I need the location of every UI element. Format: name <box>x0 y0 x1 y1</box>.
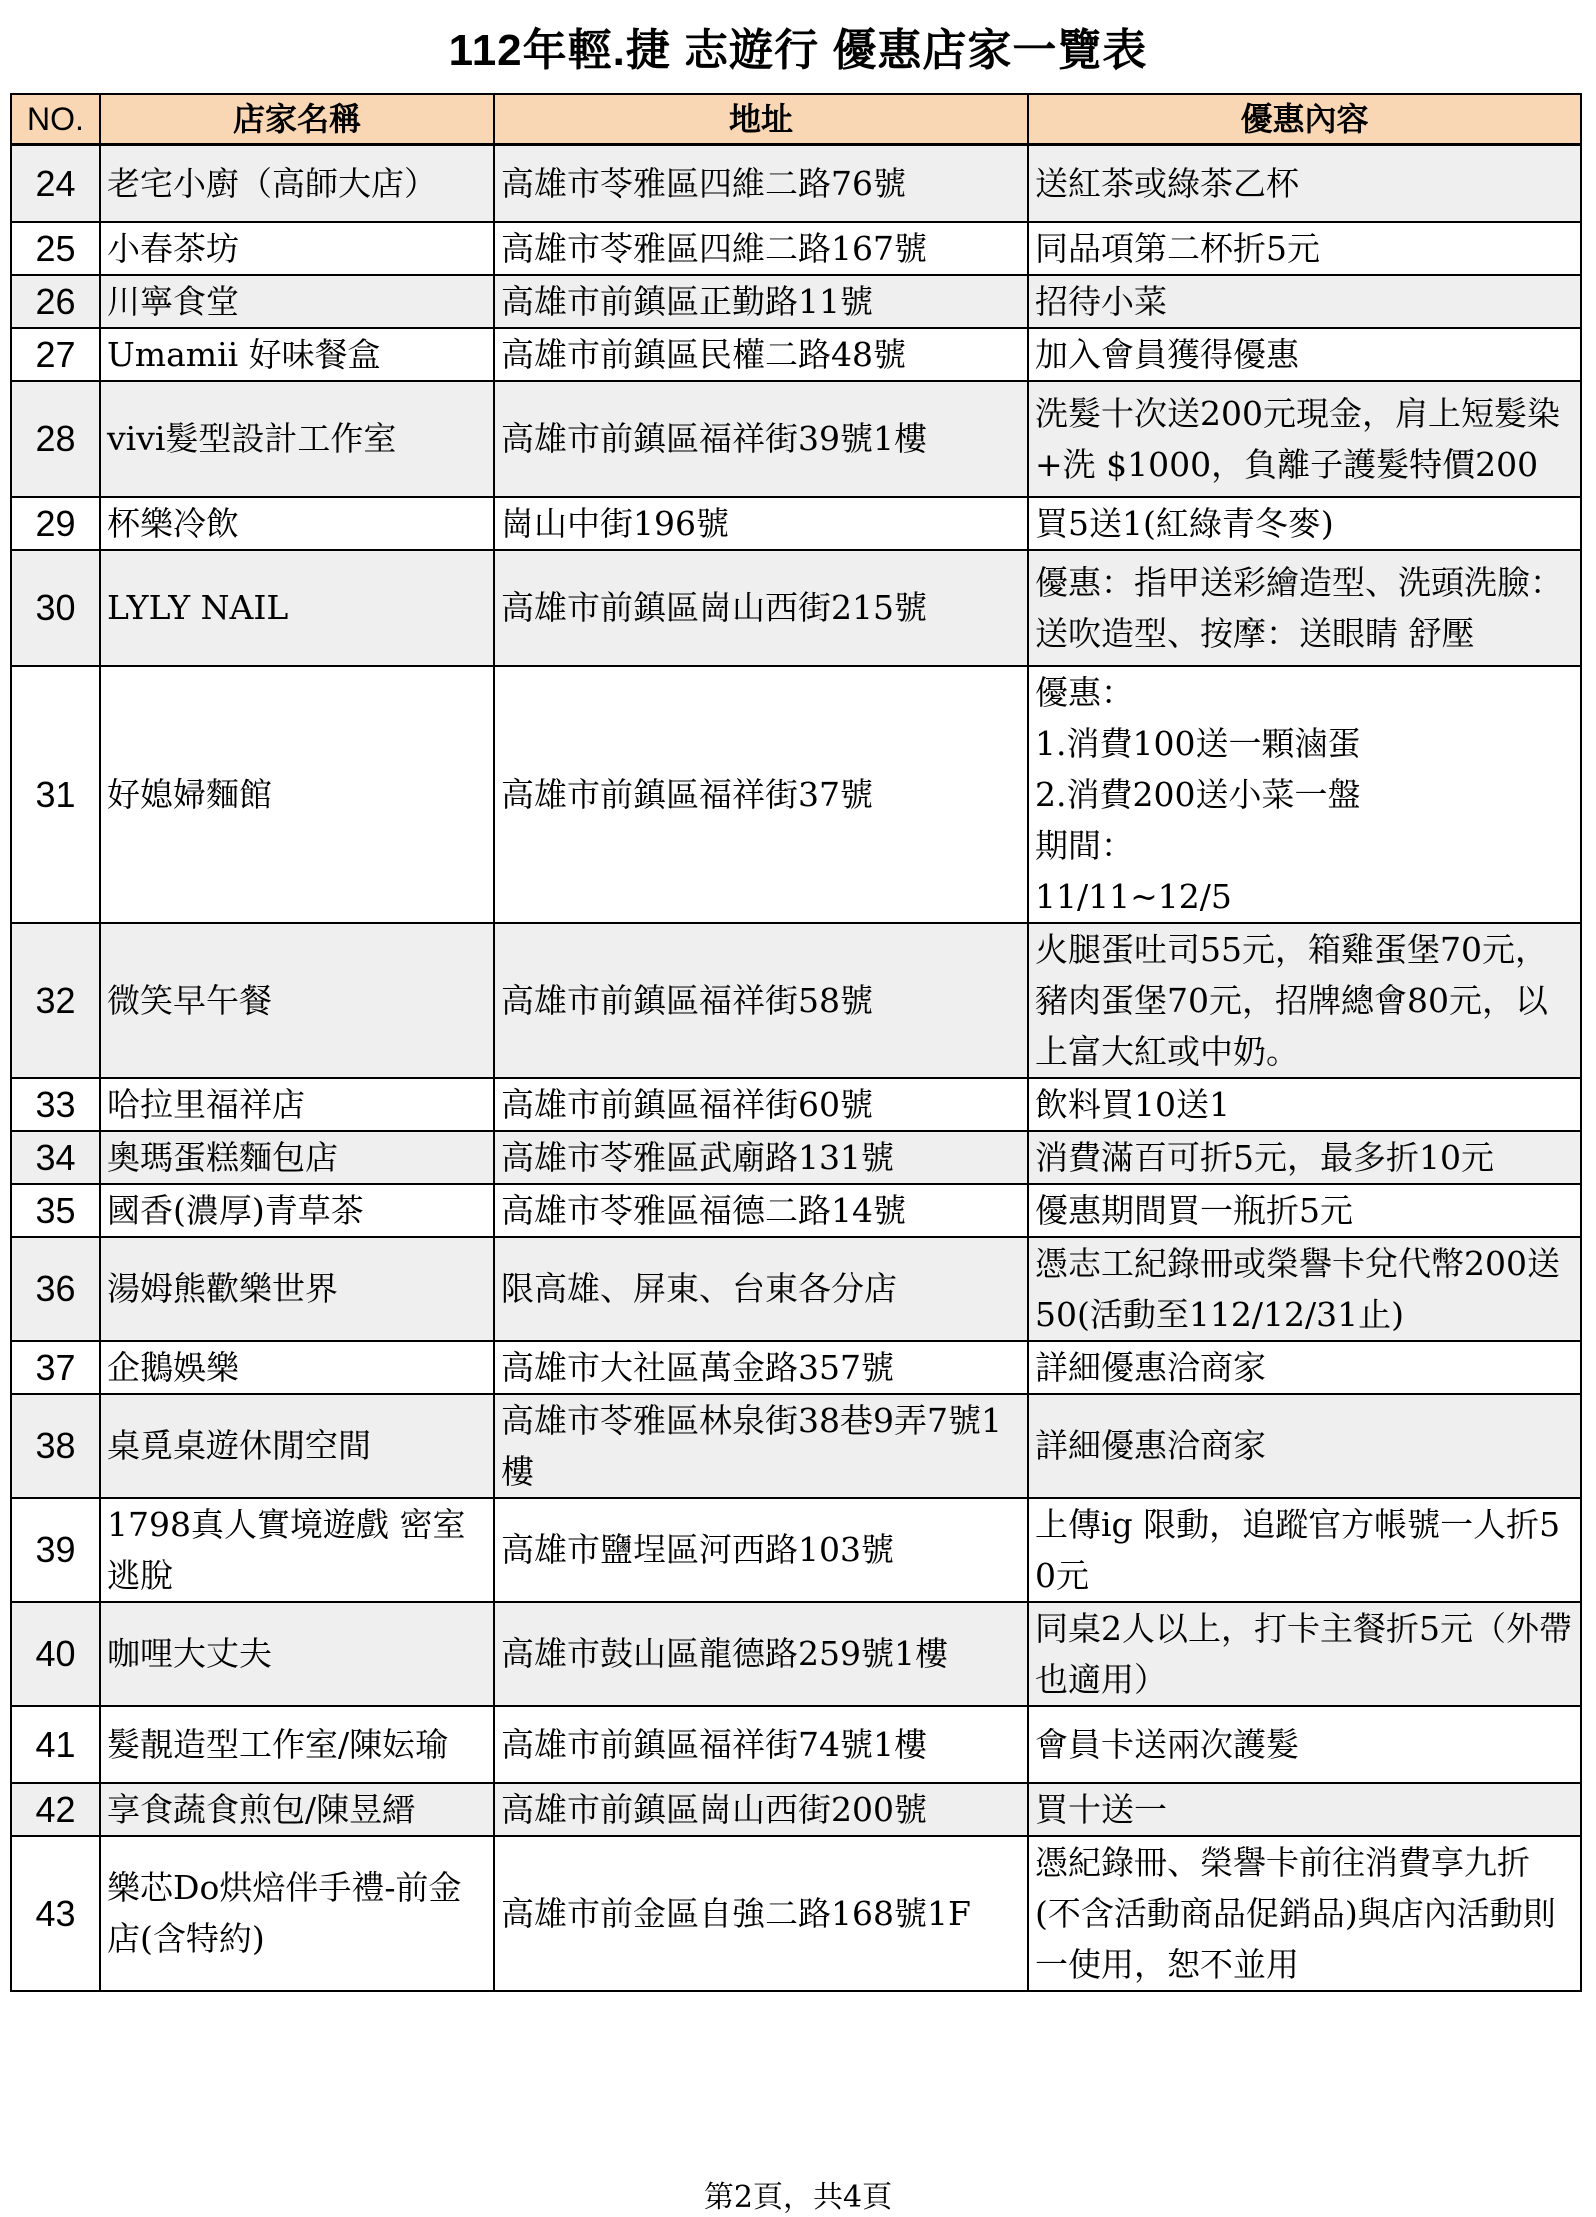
offer-line: 憑紀錄冊、榮譽卡前往消費享九折(不含活動商品促銷品)與店內活動則一使用，恕不並用 <box>1035 1842 1556 1984</box>
table-header-row <box>11 94 1581 145</box>
store-address: 限高雄、屏東、台東各分店 <box>494 1237 1028 1341</box>
store-name: 國香(濃厚)青草茶 <box>100 1184 494 1237</box>
offer-line: 同品項第二杯折5元 <box>1035 228 1320 268</box>
store-offer <box>1028 1783 1581 1836</box>
store-name: 享食蔬食煎包/陳昱縉 <box>100 1783 494 1836</box>
offer-line: 詳細優惠洽商家 <box>1035 1347 1266 1387</box>
offer-line: 會員卡送兩次護髮 <box>1035 1724 1299 1764</box>
store-offer <box>1028 1602 1581 1706</box>
store-name: 桌覓桌遊休閒空間 <box>100 1394 494 1498</box>
store-offer <box>1028 1394 1581 1498</box>
store-address: 高雄市前鎮區崗山西街215號 <box>494 550 1028 666</box>
offer-line: 憑志工紀錄冊或榮譽卡兌代幣200送50(活動至112/12/31止) <box>1035 1243 1560 1334</box>
table-row <box>11 923 1581 1078</box>
table-body <box>11 145 1581 1991</box>
column-header-name: 店家名稱 <box>100 94 494 145</box>
store-offer <box>1028 1498 1581 1602</box>
offer-line: 優惠： <box>1035 672 1134 712</box>
row-number: 37 <box>11 1341 100 1394</box>
offer-line: 上傳ig 限動，追蹤官方帳號一人折50元 <box>1035 1504 1561 1595</box>
table-row <box>11 1237 1581 1341</box>
store-address: 高雄市鼓山區龍德路259號1樓 <box>494 1602 1028 1706</box>
store-table <box>10 93 1582 1992</box>
row-number: 39 <box>11 1498 100 1602</box>
store-address: 高雄市苓雅區福德二路14號 <box>494 1184 1028 1237</box>
column-header-address: 地址 <box>494 94 1028 145</box>
store-name: 川寧食堂 <box>100 275 494 328</box>
store-address: 高雄市苓雅區林泉街38巷9弄7號1樓 <box>494 1394 1028 1498</box>
table-row <box>11 1602 1581 1706</box>
store-name: 微笑早午餐 <box>100 923 494 1078</box>
store-name: vivi髮型設計工作室 <box>100 381 494 497</box>
row-number: 41 <box>11 1706 100 1783</box>
offer-line: 飲料買10送1 <box>1035 1084 1230 1124</box>
table-row <box>11 1783 1581 1836</box>
table-row <box>11 666 1581 923</box>
store-address: 高雄市苓雅區四維二路167號 <box>494 222 1028 275</box>
store-offer <box>1028 666 1581 923</box>
store-offer <box>1028 275 1581 328</box>
store-address: 高雄市前金區自強二路168號1F <box>494 1836 1028 1991</box>
offer-line: 優惠：指甲送彩繪造型、洗頭洗臉：送吹造型、按摩：送眼睛 舒壓 <box>1035 562 1563 653</box>
store-name: 小春茶坊 <box>100 222 494 275</box>
store-name: 樂芯Do烘焙伴手禮-前金店(含特約) <box>100 1836 494 1991</box>
offer-line: 招待小菜 <box>1035 281 1167 321</box>
store-name: 企鵝娛樂 <box>100 1341 494 1394</box>
table-row <box>11 145 1581 222</box>
row-number: 26 <box>11 275 100 328</box>
store-offer <box>1028 1078 1581 1131</box>
offer-line: 同桌2人以上，打卡主餐折5元（外帶也適用） <box>1035 1608 1572 1699</box>
store-address: 高雄市前鎮區崗山西街200號 <box>494 1783 1028 1836</box>
store-offer <box>1028 145 1581 222</box>
store-offer <box>1028 550 1581 666</box>
store-offer <box>1028 381 1581 497</box>
row-number: 40 <box>11 1602 100 1706</box>
row-number: 32 <box>11 923 100 1078</box>
row-number: 35 <box>11 1184 100 1237</box>
table-row <box>11 275 1581 328</box>
store-offer <box>1028 497 1581 550</box>
store-offer <box>1028 222 1581 275</box>
store-address: 高雄市前鎮區福祥街37號 <box>494 666 1028 923</box>
store-address: 高雄市前鎮區福祥街39號1樓 <box>494 381 1028 497</box>
row-number: 36 <box>11 1237 100 1341</box>
store-address: 高雄市苓雅區武廟路131號 <box>494 1131 1028 1184</box>
store-offer <box>1028 1184 1581 1237</box>
table-row <box>11 1836 1581 1991</box>
row-number: 27 <box>11 328 100 381</box>
table-row <box>11 328 1581 381</box>
store-offer <box>1028 923 1581 1078</box>
store-name: 湯姆熊歡樂世界 <box>100 1237 494 1341</box>
store-address: 高雄市前鎮區正勤路11號 <box>494 275 1028 328</box>
table-row <box>11 1131 1581 1184</box>
offer-line: 優惠期間買一瓶折5元 <box>1035 1190 1353 1230</box>
column-header-no: NO. <box>11 94 100 145</box>
table-row <box>11 497 1581 550</box>
store-offer <box>1028 1341 1581 1394</box>
store-offer <box>1028 1706 1581 1783</box>
offer-line: 洗髮十次送200元現金，肩上短髮染+洗 $1000，負離子護髮特價200 <box>1035 393 1560 484</box>
offer-line: 送紅茶或綠茶乙杯 <box>1035 163 1299 203</box>
offer-line: 2.消費200送小菜一盤 <box>1035 774 1361 814</box>
table-row <box>11 1184 1581 1237</box>
row-number: 34 <box>11 1131 100 1184</box>
store-address: 高雄市前鎮區福祥街74號1樓 <box>494 1706 1028 1783</box>
table-row <box>11 1498 1581 1602</box>
store-offer <box>1028 328 1581 381</box>
row-number: 28 <box>11 381 100 497</box>
table-row <box>11 1341 1581 1394</box>
store-name: 1798真人實境遊戲 密室逃脫 <box>100 1498 494 1602</box>
row-number: 38 <box>11 1394 100 1498</box>
offer-line: 詳細優惠洽商家 <box>1035 1426 1266 1465</box>
page-title: 112年輕.捷 志遊行 優惠店家一覽表 <box>448 26 1148 75</box>
store-address: 崗山中街196號 <box>494 497 1028 550</box>
offer-line: 1.消費100送一顆滷蛋 <box>1035 723 1361 763</box>
store-address: 高雄市鹽埕區河西路103號 <box>494 1498 1028 1602</box>
store-offer <box>1028 1237 1581 1341</box>
store-name: 髮靚造型工作室/陳妘瑜 <box>100 1706 494 1783</box>
store-name: Umamii 好味餐盒 <box>100 328 494 381</box>
store-name: 杯樂冷飲 <box>100 497 494 550</box>
row-number: 30 <box>11 550 100 666</box>
store-address: 高雄市苓雅區四維二路76號 <box>494 145 1028 222</box>
store-offer <box>1028 1836 1581 1991</box>
row-number: 24 <box>11 145 100 222</box>
table-row <box>11 381 1581 497</box>
store-name: 奧瑪蛋糕麵包店 <box>100 1131 494 1184</box>
offer-line: 期間： <box>1035 825 1134 865</box>
offer-line: 消費滿百可折5元，最多折10元 <box>1035 1137 1494 1177</box>
store-address: 高雄市前鎮區民權二路48號 <box>494 328 1028 381</box>
store-name: 好媳婦麵館 <box>100 666 494 923</box>
store-name: 咖哩大丈夫 <box>100 1602 494 1706</box>
row-number: 31 <box>11 666 100 923</box>
row-number: 25 <box>11 222 100 275</box>
table-row <box>11 1394 1581 1498</box>
page-footer: 第2頁，共4頁 <box>703 2180 893 2215</box>
store-offer <box>1028 1131 1581 1184</box>
table-row <box>11 222 1581 275</box>
row-number: 29 <box>11 497 100 550</box>
offer-line: 火腿蛋吐司55元，箱雞蛋堡70元，豬肉蛋堡70元，招牌總會80元，以上富大紅或中奶。 <box>1035 929 1548 1071</box>
store-name: LYLY NAIL <box>100 550 494 666</box>
table-row <box>11 550 1581 666</box>
column-header-offer: 優惠內容 <box>1028 94 1581 145</box>
store-address: 高雄市大社區萬金路357號 <box>494 1341 1028 1394</box>
store-address: 高雄市前鎮區福祥街60號 <box>494 1078 1028 1131</box>
offer-line: 11/11~12/5 <box>1035 876 1232 916</box>
store-name: 哈拉里福祥店 <box>100 1078 494 1131</box>
row-number: 43 <box>11 1836 100 1991</box>
store-address: 高雄市前鎮區福祥街58號 <box>494 923 1028 1078</box>
table-row <box>11 1078 1581 1131</box>
row-number: 42 <box>11 1783 100 1836</box>
offer-line: 買5送1(紅綠青冬麥) <box>1035 503 1334 543</box>
offer-line: 加入會員獲得優惠 <box>1035 334 1299 374</box>
store-name: 老宅小廚（高師大店） <box>100 145 494 222</box>
row-number: 33 <box>11 1078 100 1131</box>
offer-line: 買十送一 <box>1035 1789 1167 1829</box>
table-row <box>11 1706 1581 1783</box>
